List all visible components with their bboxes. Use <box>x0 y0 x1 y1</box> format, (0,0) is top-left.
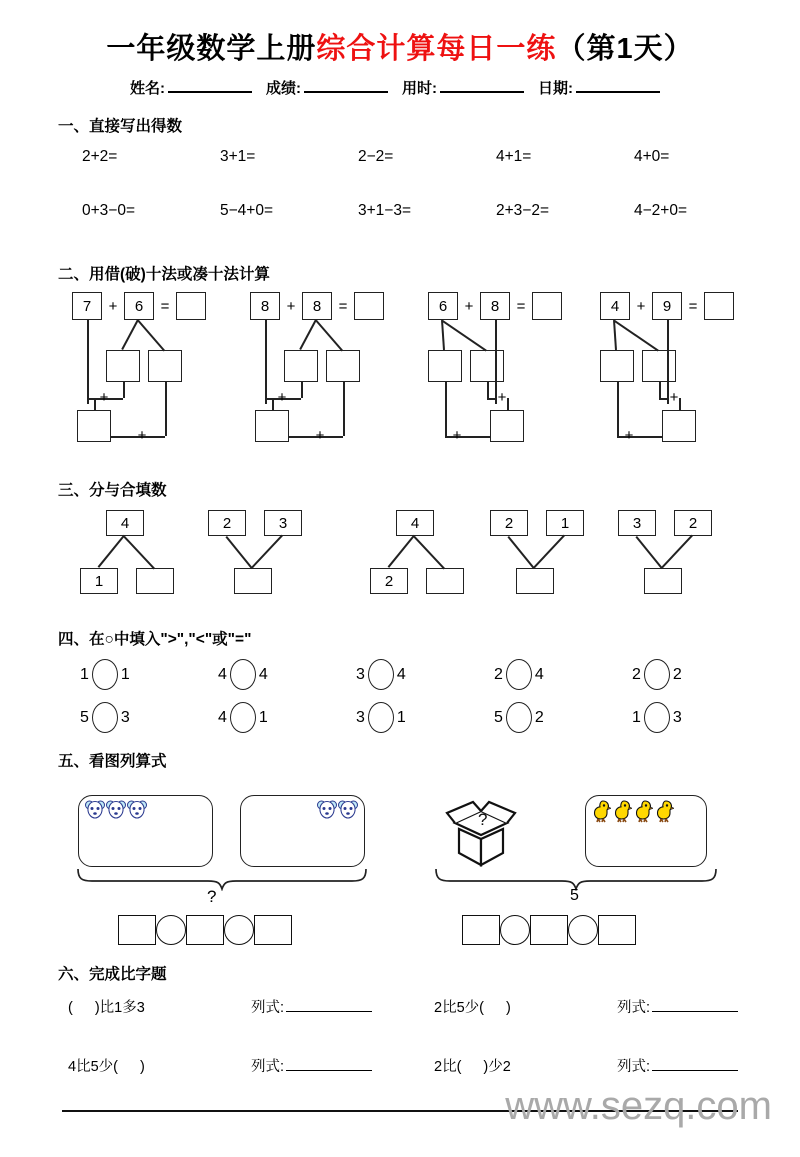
plus-operator: + <box>286 297 296 315</box>
connector-line <box>300 319 317 350</box>
formula-label: 列式: <box>617 1059 651 1075</box>
comparison-item[interactable] <box>494 702 632 733</box>
connector-line <box>138 320 165 351</box>
mouse-icon <box>127 800 147 819</box>
result-box[interactable] <box>354 292 384 320</box>
decomp-part-box[interactable] <box>326 350 360 382</box>
field-date-label: 日期: <box>538 80 573 97</box>
formula-field[interactable] <box>251 996 434 1017</box>
bond-child-box[interactable] <box>136 568 174 594</box>
connector-line <box>508 536 535 569</box>
section-five-pictures <box>0 777 800 962</box>
comparison-circle[interactable] <box>92 659 118 690</box>
bond-part-box: 1 <box>546 510 584 536</box>
arith-item[interactable]: 3+1−3= <box>358 202 412 219</box>
equals-operator: = <box>688 297 698 315</box>
question-suffix: )少2 <box>483 1059 511 1075</box>
compare-question[interactable] <box>68 996 251 1017</box>
page-title <box>0 26 800 67</box>
picture-box-right <box>585 795 707 867</box>
decomposition-problem <box>600 292 785 452</box>
compare-right-number: 4 <box>258 665 268 683</box>
arith-item[interactable]: 2−2= <box>358 148 394 165</box>
compare-left-number: 4 <box>218 708 227 726</box>
chick-icon <box>591 799 611 823</box>
field-name-blank[interactable] <box>168 80 252 93</box>
field-time-label: 用时: <box>402 80 437 97</box>
comparison-circle[interactable] <box>92 702 118 733</box>
number-bond <box>208 510 368 605</box>
connector-line <box>636 536 663 569</box>
mouse-group-1 <box>85 800 147 819</box>
bond-part-box: 2 <box>674 510 712 536</box>
connector-line <box>441 320 445 350</box>
plus-operator: + <box>277 388 287 406</box>
field-time <box>402 77 534 98</box>
operand-box-right: 9 <box>652 292 682 320</box>
connector-line <box>252 535 283 568</box>
decomp-part-box[interactable] <box>470 350 504 382</box>
mouse-icon <box>338 800 358 819</box>
comparison-item[interactable] <box>218 702 356 733</box>
mouse-icon <box>317 800 337 819</box>
answer-operator-circle[interactable] <box>500 915 530 945</box>
result-box[interactable] <box>704 292 734 320</box>
arith-item[interactable]: 3+1= <box>220 148 256 165</box>
equals-operator: = <box>516 297 526 315</box>
bond-sum-box[interactable] <box>234 568 272 594</box>
operand-box-left: 8 <box>250 292 280 320</box>
operand-box-left: 7 <box>72 292 102 320</box>
question-suffix: ) <box>139 1059 145 1075</box>
answer-row-right <box>462 915 636 945</box>
connector-line <box>124 536 155 569</box>
formula-field[interactable] <box>617 1055 800 1076</box>
compare-left-number: 1 <box>80 665 89 683</box>
equals-operator: = <box>338 297 348 315</box>
answer-number-box[interactable] <box>254 915 292 945</box>
section-four-heading: 四、在○中填入">","<"或"=" <box>58 631 252 648</box>
answer-operator-circle[interactable] <box>568 915 598 945</box>
question-suffix: )比1多3 <box>94 1000 145 1016</box>
section-one <box>0 114 800 220</box>
ten-result-box[interactable] <box>255 410 289 442</box>
operand-box-right: 8 <box>480 292 510 320</box>
comparison-circle[interactable] <box>506 702 532 733</box>
section-four-row-2 <box>0 702 800 733</box>
connector-line <box>442 320 487 351</box>
decomp-part-box[interactable] <box>284 350 318 382</box>
field-name-label: 姓名: <box>130 80 165 97</box>
comparison-circle[interactable] <box>368 659 394 690</box>
section-three-problems <box>0 510 800 605</box>
connector-line <box>123 382 125 398</box>
chick-icon <box>654 799 674 823</box>
operand-box-right: 6 <box>124 292 154 320</box>
bond-top-box: 4 <box>106 510 144 536</box>
section-one-heading: 一、直接写出得数 <box>58 118 183 135</box>
connector-line <box>122 319 139 350</box>
section-six-heading: 六、完成比字题 <box>58 966 167 983</box>
connector-line <box>301 382 303 398</box>
section-three-heading: 三、分与合填数 <box>58 482 167 499</box>
compare-right-number: 4 <box>534 665 544 683</box>
formula-blank[interactable] <box>286 1000 372 1012</box>
answer-number-box[interactable] <box>118 915 156 945</box>
compare-right-number: 2 <box>672 665 682 683</box>
connector-line <box>98 535 125 568</box>
connector-line <box>87 320 89 404</box>
bond-part-box: 2 <box>208 510 246 536</box>
comparison-item[interactable] <box>632 659 770 690</box>
connector-line <box>94 398 96 410</box>
formula-blank[interactable] <box>652 1059 738 1071</box>
decomp-part-box[interactable] <box>106 350 140 382</box>
formula-field[interactable] <box>617 996 800 1017</box>
question-prefix: 4比5少( <box>68 1059 118 1075</box>
connector-line <box>613 320 617 350</box>
bond-part-box: 3 <box>264 510 302 536</box>
arith-item[interactable]: 4−2+0= <box>634 202 688 219</box>
mouse-icon <box>85 800 105 819</box>
brace-left-label: ? <box>207 887 217 906</box>
formula-label: 列式: <box>617 1000 651 1016</box>
svg-text:?: ? <box>478 810 488 829</box>
decomp-part-box[interactable] <box>600 350 634 382</box>
formula-field[interactable] <box>251 1055 434 1076</box>
section-two <box>0 262 800 452</box>
arith-item[interactable]: 0+3−0= <box>82 202 136 219</box>
comparison-circle[interactable] <box>644 659 670 690</box>
bond-top-box: 4 <box>396 510 434 536</box>
connector-line <box>414 536 445 569</box>
field-date <box>538 77 670 98</box>
section-four-row-1 <box>0 659 800 690</box>
bond-child-box: 1 <box>80 568 118 594</box>
answer-number-box[interactable] <box>598 915 636 945</box>
decomp-part-box[interactable] <box>642 350 676 382</box>
watermark: www.sezq.com <box>505 1084 772 1128</box>
plus-operator: + <box>452 426 462 444</box>
arith-item[interactable]: 5−4+0= <box>220 202 274 219</box>
compare-left-number: 5 <box>80 708 89 726</box>
plus-operator: + <box>497 388 507 406</box>
compare-question[interactable] <box>434 1055 617 1076</box>
plus-operator: + <box>315 426 325 444</box>
answer-row-left <box>118 915 292 945</box>
plus-operator: + <box>624 426 634 444</box>
compare-right-number: 1 <box>258 708 268 726</box>
operand-box-left: 4 <box>600 292 630 320</box>
question-prefix: ( <box>68 1000 73 1016</box>
arith-item[interactable]: 4+1= <box>496 148 532 165</box>
comparison-item[interactable] <box>494 659 632 690</box>
formula-label: 列式: <box>251 1000 285 1016</box>
comparison-item[interactable] <box>218 659 356 690</box>
title-prefix: 一年级数学上册 <box>106 33 317 65</box>
compare-left-number: 1 <box>632 708 641 726</box>
ten-result-box[interactable] <box>77 410 111 442</box>
plus-operator: + <box>464 297 474 315</box>
answer-number-box[interactable] <box>462 915 500 945</box>
section-five-heading: 五、看图列算式 <box>58 753 167 770</box>
connector-line <box>662 535 693 568</box>
brace-right-label: 5 <box>570 887 579 904</box>
operand-box-left: 6 <box>428 292 458 320</box>
comparison-circle[interactable] <box>368 702 394 733</box>
result-box[interactable] <box>176 292 206 320</box>
comparison-item[interactable] <box>356 659 494 690</box>
section-one-row-1 <box>0 148 800 166</box>
field-time-blank[interactable] <box>440 80 524 93</box>
chick-icon <box>612 799 632 823</box>
connector-line <box>445 382 447 436</box>
answer-operator-circle[interactable] <box>224 915 254 945</box>
answer-number-box[interactable] <box>530 915 568 945</box>
formula-label: 列式: <box>251 1059 285 1075</box>
brace-left <box>76 865 368 891</box>
connector-line <box>679 398 681 410</box>
arith-item[interactable]: 2+2= <box>82 148 118 165</box>
connector-line <box>614 320 659 351</box>
bond-part-box: 2 <box>490 510 528 536</box>
section-six <box>0 962 800 1076</box>
compare-question[interactable] <box>434 996 617 1017</box>
bond-part-box: 3 <box>618 510 656 536</box>
plus-operator: + <box>636 297 646 315</box>
title-suffix: （第1天） <box>556 33 694 65</box>
compare-right-number: 2 <box>534 708 544 726</box>
connector-line <box>659 398 667 400</box>
comparison-item[interactable] <box>356 702 494 733</box>
mouse-icon <box>106 800 126 819</box>
connector-line <box>659 382 661 398</box>
section-one-row-2 <box>0 202 800 220</box>
comparison-circle[interactable] <box>644 702 670 733</box>
compare-right-number: 4 <box>396 665 406 683</box>
picture-box-left-2 <box>240 795 365 867</box>
title-highlight: 综合计算每日一练 <box>316 33 557 65</box>
number-bond <box>618 510 778 605</box>
decomp-part-box[interactable] <box>148 350 182 382</box>
field-score-blank[interactable] <box>304 80 388 93</box>
compare-right-number: 3 <box>672 708 682 726</box>
question-prefix: 2比5少( <box>434 1000 484 1016</box>
connector-line <box>272 398 274 410</box>
bond-child-box[interactable] <box>426 568 464 594</box>
plus-operator: + <box>99 388 109 406</box>
compare-right-number: 1 <box>396 708 406 726</box>
open-box-icon <box>445 799 517 867</box>
bond-child-box: 2 <box>370 568 408 594</box>
plus-operator: + <box>669 388 679 406</box>
plus-operator: + <box>108 297 118 315</box>
connector-line <box>507 398 509 410</box>
arith-item[interactable]: 4+0= <box>634 148 670 165</box>
compare-left-number: 2 <box>494 665 503 683</box>
field-score-label: 成绩: <box>266 80 301 97</box>
compare-question[interactable] <box>68 1055 251 1076</box>
section-five <box>0 749 800 962</box>
field-name <box>130 77 262 98</box>
field-score <box>266 77 398 98</box>
bond-sum-box[interactable] <box>516 568 554 594</box>
plus-operator: + <box>137 426 147 444</box>
compare-left-number: 3 <box>356 665 365 683</box>
chick-icon <box>633 799 653 823</box>
answer-operator-circle[interactable] <box>156 915 186 945</box>
decomp-part-box[interactable] <box>428 350 462 382</box>
compare-left-number: 2 <box>632 665 641 683</box>
result-box[interactable] <box>532 292 562 320</box>
header-fields <box>0 77 800 98</box>
ten-result-box[interactable] <box>490 410 524 442</box>
arith-item[interactable]: 2+3−2= <box>496 202 550 219</box>
comparison-item[interactable] <box>80 659 218 690</box>
picture-box-left-1 <box>78 795 213 867</box>
connector-line <box>487 382 489 398</box>
section-six-row-2 <box>0 1055 800 1076</box>
ten-result-box[interactable] <box>662 410 696 442</box>
connector-line <box>226 536 253 569</box>
section-six-row-1 <box>0 996 800 1017</box>
comparison-item[interactable] <box>80 702 218 733</box>
decomposition-problem <box>428 292 613 452</box>
connector-line <box>388 535 415 568</box>
decomposition-problem <box>72 292 257 452</box>
compare-left-number: 5 <box>494 708 503 726</box>
section-three <box>0 478 800 605</box>
connector-line <box>165 382 167 436</box>
equals-operator: = <box>160 297 170 315</box>
answer-number-box[interactable] <box>186 915 224 945</box>
connector-line <box>487 398 495 400</box>
comparison-circle[interactable] <box>230 702 256 733</box>
section-two-heading: 二、用借(破)十法或凑十法计算 <box>58 266 270 283</box>
compare-right-number: 3 <box>120 708 130 726</box>
field-date-blank[interactable] <box>576 80 660 93</box>
connector-line <box>534 535 565 568</box>
question-prefix: 2比( <box>434 1059 462 1075</box>
section-four <box>0 627 800 733</box>
operand-box-right: 8 <box>302 292 332 320</box>
connector-line <box>343 382 345 436</box>
comparison-circle[interactable] <box>230 659 256 690</box>
section-two-problems <box>0 292 800 452</box>
decomposition-problem <box>250 292 435 452</box>
connector-line <box>617 382 619 436</box>
compare-left-number: 4 <box>218 665 227 683</box>
connector-line <box>265 320 267 404</box>
comparison-item[interactable] <box>632 702 770 733</box>
comparison-circle[interactable] <box>506 659 532 690</box>
question-suffix: ) <box>505 1000 511 1016</box>
compare-right-number: 1 <box>120 665 130 683</box>
formula-blank[interactable] <box>652 1000 738 1012</box>
mouse-group-2 <box>317 800 358 819</box>
connector-line <box>316 320 343 351</box>
compare-left-number: 3 <box>356 708 365 726</box>
bond-sum-box[interactable] <box>644 568 682 594</box>
chick-group <box>591 799 674 823</box>
formula-blank[interactable] <box>286 1059 372 1071</box>
